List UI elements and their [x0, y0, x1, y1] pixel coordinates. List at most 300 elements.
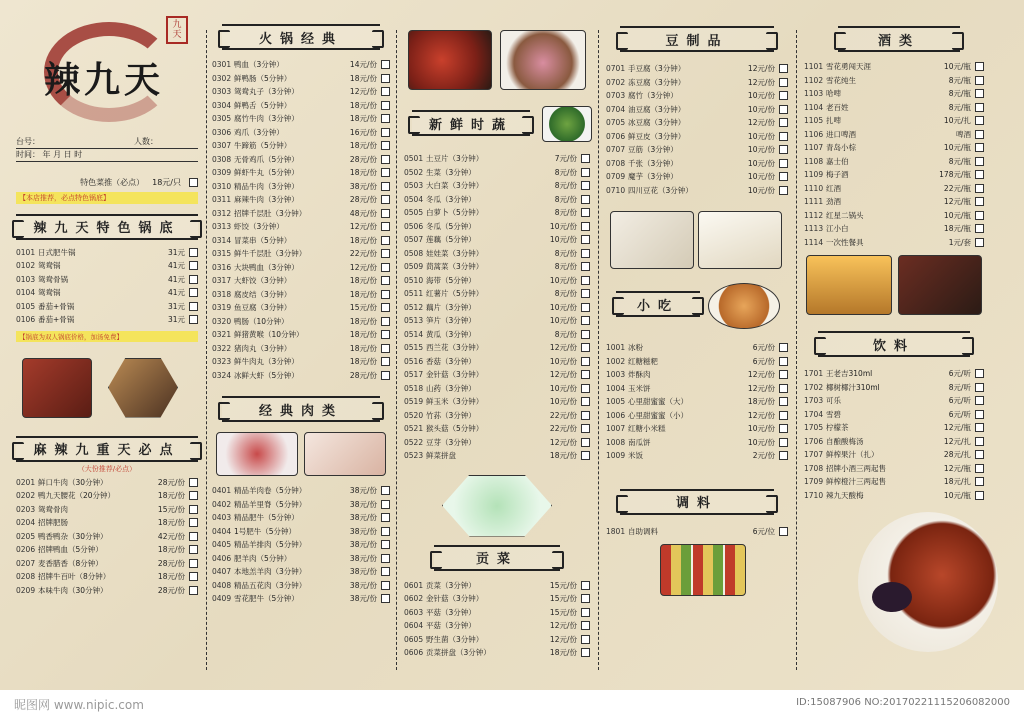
- item-name: 豆芽（3分钟）: [426, 437, 476, 447]
- item-checkbox[interactable]: [381, 155, 390, 164]
- item-checkbox[interactable]: [581, 581, 590, 590]
- item-name: 招牌鸭血（5分钟）: [38, 545, 103, 555]
- item-name: 精品羊肉卷（5分钟）: [234, 486, 307, 496]
- item-checkbox[interactable]: [975, 383, 984, 392]
- item-name: 生菜（3分钟）: [426, 167, 476, 177]
- item-checkbox[interactable]: [975, 396, 984, 405]
- item-price: 38元/份: [349, 594, 377, 604]
- section-title: 酒类: [877, 33, 920, 49]
- item-name: 鲜虾牛丸（5分钟）: [234, 168, 299, 178]
- item-code: 0514: [404, 329, 424, 339]
- menu-row: [212, 193, 390, 207]
- item-price: 18元/份: [349, 100, 377, 110]
- item-price: 10元/份: [747, 437, 775, 447]
- item-checkbox[interactable]: [189, 559, 198, 568]
- item-code: 1707: [804, 450, 824, 460]
- item-name: 海带（5分钟）: [426, 275, 476, 285]
- item-name: 老百姓: [826, 102, 849, 112]
- item-checkbox[interactable]: [975, 89, 984, 98]
- item-name: 一次性餐具: [826, 237, 864, 247]
- item-checkbox[interactable]: [779, 411, 788, 420]
- item-checkbox[interactable]: [381, 114, 390, 123]
- item-code: 1005: [606, 397, 626, 407]
- item-checkbox[interactable]: [779, 343, 788, 352]
- menu-row: [16, 259, 198, 273]
- item-checkbox[interactable]: [779, 384, 788, 393]
- item-code: 0606: [404, 648, 424, 658]
- divider-3: [598, 30, 599, 670]
- menu-row: [404, 206, 590, 220]
- item-name: 鸭香鸭杂（30分钟）: [38, 531, 108, 541]
- tofu-block-photo: [698, 211, 782, 269]
- item-name: 香菇（3分钟）: [426, 356, 476, 366]
- item-checkbox[interactable]: [581, 370, 590, 379]
- item-checkbox[interactable]: [581, 262, 590, 271]
- item-checkbox[interactable]: [381, 74, 390, 83]
- item-checkbox[interactable]: [381, 168, 390, 177]
- item-checkbox[interactable]: [581, 397, 590, 406]
- menu-row: [404, 619, 590, 633]
- menu-row: [16, 557, 198, 571]
- item-checkbox[interactable]: [975, 130, 984, 139]
- item-checkbox[interactable]: [779, 64, 788, 73]
- item-price: 10元/份: [549, 221, 577, 231]
- item-code: 0517: [404, 370, 424, 380]
- item-name: 莲藕（5分钟）: [426, 235, 476, 245]
- item-checkbox[interactable]: [381, 276, 390, 285]
- item-checkbox[interactable]: [975, 184, 984, 193]
- item-checkbox[interactable]: [975, 450, 984, 459]
- item-code: 0318: [212, 289, 232, 299]
- menu-row: [212, 99, 390, 113]
- menu-row: [404, 220, 590, 234]
- column-hotpot: [212, 8, 390, 606]
- item-checkbox[interactable]: [381, 60, 390, 69]
- item-price: 38元/份: [349, 526, 377, 536]
- item-checkbox[interactable]: [779, 145, 788, 154]
- item-checkbox[interactable]: [581, 424, 590, 433]
- item-checkbox[interactable]: [581, 208, 590, 217]
- item-code: 0518: [404, 383, 424, 393]
- drinks-header: [818, 331, 970, 357]
- plum-shape: [872, 582, 912, 612]
- crab-photo: [108, 358, 178, 418]
- item-price: 38元/份: [349, 553, 377, 563]
- item-code: 0310: [212, 181, 232, 191]
- item-checkbox[interactable]: [581, 411, 590, 420]
- item-name: 番茄+骨锅: [38, 315, 75, 325]
- item-checkbox[interactable]: [975, 76, 984, 85]
- menu-row: [16, 476, 198, 490]
- item-checkbox[interactable]: [975, 157, 984, 166]
- item-name: 自酿酸梅汤: [826, 436, 864, 446]
- table-number-label[interactable]: 台号：: [16, 137, 40, 146]
- item-checkbox[interactable]: [779, 91, 788, 100]
- item-checkbox[interactable]: [779, 118, 788, 127]
- menu-row: [16, 543, 198, 557]
- item-name: 精品肥牛（5分钟）: [234, 513, 299, 523]
- item-code: 0302: [212, 73, 232, 83]
- item-code: 1105: [804, 116, 824, 126]
- special-row: [16, 176, 198, 190]
- item-checkbox[interactable]: [189, 478, 198, 487]
- item-checkbox[interactable]: [381, 317, 390, 326]
- item-price: 1元/套: [948, 237, 971, 247]
- item-checkbox[interactable]: [189, 532, 198, 541]
- item-checkbox[interactable]: [779, 132, 788, 141]
- item-checkbox[interactable]: [779, 424, 788, 433]
- item-checkbox[interactable]: [779, 451, 788, 460]
- item-price: 38元/份: [349, 513, 377, 523]
- item-name: 招牌千层肚（3分钟）: [234, 208, 307, 218]
- section-title: 辣九天特色锅底: [33, 221, 181, 236]
- item-checkbox[interactable]: [581, 357, 590, 366]
- menu-row: [212, 315, 390, 329]
- item-price: 12元/份: [549, 437, 577, 447]
- item-checkbox[interactable]: [381, 513, 390, 522]
- item-code: 0602: [404, 594, 424, 604]
- special-checkbox[interactable]: [189, 178, 198, 187]
- item-checkbox[interactable]: [189, 505, 198, 514]
- menu-row: [606, 103, 788, 117]
- item-price: 41元: [167, 288, 185, 298]
- item-name: 红糖小米糕: [628, 424, 666, 434]
- item-code: 0303: [212, 87, 232, 97]
- item-checkbox[interactable]: [381, 236, 390, 245]
- item-checkbox[interactable]: [581, 181, 590, 190]
- item-checkbox[interactable]: [189, 315, 198, 324]
- section-title: 小吃: [636, 298, 679, 314]
- item-code: 1708: [804, 463, 824, 473]
- item-checkbox[interactable]: [779, 159, 788, 168]
- item-name: 江小白: [826, 224, 849, 234]
- tribute-header: [434, 545, 560, 571]
- item-code: 1101: [804, 62, 824, 72]
- menu-row: [606, 395, 788, 409]
- menu-row: [404, 579, 590, 593]
- menu-row: [212, 261, 390, 275]
- item-name: 嘉士伯: [826, 156, 849, 166]
- item-price: 18元/份: [349, 330, 377, 340]
- item-checkbox[interactable]: [381, 209, 390, 218]
- item-checkbox[interactable]: [381, 101, 390, 110]
- item-checkbox[interactable]: [189, 275, 198, 284]
- menu-row: [404, 395, 590, 409]
- bottle-photo: [898, 255, 982, 315]
- menu-row: [404, 606, 590, 620]
- item-code: 0204: [16, 518, 36, 528]
- item-checkbox[interactable]: [975, 197, 984, 206]
- item-checkbox[interactable]: [381, 182, 390, 191]
- menu-row: [212, 328, 390, 342]
- watermark-site: 昵图网 www.nipic.com: [14, 698, 144, 712]
- item-checkbox[interactable]: [779, 397, 788, 406]
- menu-row: [212, 552, 390, 566]
- item-name: 招牌小酒三两起售: [826, 463, 886, 473]
- item-checkbox[interactable]: [581, 195, 590, 204]
- item-checkbox[interactable]: [189, 288, 198, 297]
- menu-row: [804, 195, 984, 209]
- item-checkbox[interactable]: [779, 78, 788, 87]
- item-name: 茼蒿菜（3分钟）: [426, 262, 484, 272]
- item-code: 1703: [804, 396, 824, 406]
- brand-logo: [16, 8, 198, 128]
- menu-row: [212, 220, 390, 234]
- menu-row: [212, 166, 390, 180]
- menu-row: [212, 139, 390, 153]
- item-checkbox[interactable]: [975, 238, 984, 247]
- item-checkbox[interactable]: [779, 438, 788, 447]
- item-checkbox[interactable]: [975, 224, 984, 233]
- time-label[interactable]: 时间： 年 月 日 时: [16, 149, 198, 162]
- menu-row: [16, 503, 198, 517]
- item-code: 0520: [404, 410, 424, 420]
- item-price: 18元/份: [349, 73, 377, 83]
- item-checkbox[interactable]: [581, 289, 590, 298]
- item-code: 0313: [212, 222, 232, 232]
- item-checkbox[interactable]: [381, 263, 390, 272]
- item-checkbox[interactable]: [975, 491, 984, 500]
- item-checkbox[interactable]: [381, 486, 390, 495]
- item-price: 10元/份: [747, 145, 775, 155]
- item-code: 1113: [804, 224, 824, 234]
- item-code: 0604: [404, 621, 424, 631]
- item-code: 0305: [212, 114, 232, 124]
- item-price: 22元/份: [549, 410, 577, 420]
- item-code: 0316: [212, 262, 232, 272]
- item-checkbox[interactable]: [779, 186, 788, 195]
- item-checkbox[interactable]: [779, 105, 788, 114]
- item-checkbox[interactable]: [581, 594, 590, 603]
- item-code: 1710: [804, 490, 824, 500]
- item-price: 22元/份: [549, 424, 577, 434]
- item-price: 6元/位: [752, 526, 775, 536]
- menu-row: [804, 182, 984, 196]
- item-checkbox[interactable]: [381, 567, 390, 576]
- item-price: 18元/份: [747, 397, 775, 407]
- item-checkbox[interactable]: [975, 369, 984, 378]
- menu-row: [212, 72, 390, 86]
- item-checkbox[interactable]: [381, 249, 390, 258]
- item-code: 0707: [606, 145, 626, 155]
- item-checkbox[interactable]: [581, 343, 590, 352]
- menu-row: [804, 87, 984, 101]
- item-checkbox[interactable]: [381, 344, 390, 353]
- item-name: 冰粉: [628, 343, 643, 353]
- item-checkbox[interactable]: [381, 554, 390, 563]
- item-code: 0106: [16, 315, 36, 325]
- item-name: 手豆腐（3分钟）: [628, 64, 686, 74]
- item-code: 0205: [16, 531, 36, 541]
- item-code: 1007: [606, 424, 626, 434]
- item-checkbox[interactable]: [581, 222, 590, 231]
- item-code: 1705: [804, 423, 824, 433]
- item-price: 10元/份: [549, 383, 577, 393]
- item-price: 10元/份: [747, 424, 775, 434]
- item-price: 12元/份: [549, 343, 577, 353]
- sauce-photo: [660, 544, 746, 596]
- item-price: 18元/份: [349, 141, 377, 151]
- item-name: 鸳鸯骨肉: [38, 504, 68, 514]
- item-code: 0315: [212, 249, 232, 259]
- item-checkbox[interactable]: [581, 384, 590, 393]
- item-code: 0512: [404, 302, 424, 312]
- item-checkbox[interactable]: [381, 195, 390, 204]
- menu-row: [212, 498, 390, 512]
- item-checkbox[interactable]: [581, 648, 590, 657]
- item-price: 10元/份: [747, 158, 775, 168]
- item-checkbox[interactable]: [581, 438, 590, 447]
- item-code: 0702: [606, 77, 626, 87]
- item-checkbox[interactable]: [189, 491, 198, 500]
- menu-row: [212, 207, 390, 221]
- item-checkbox[interactable]: [381, 141, 390, 150]
- item-checkbox[interactable]: [381, 594, 390, 603]
- item-checkbox[interactable]: [189, 248, 198, 257]
- section-title: 贡菜: [475, 552, 518, 567]
- column-drinks: [804, 8, 984, 632]
- drinks-list: [804, 367, 984, 502]
- item-checkbox[interactable]: [581, 621, 590, 630]
- item-checkbox[interactable]: [189, 261, 198, 270]
- item-checkbox[interactable]: [189, 302, 198, 311]
- item-checkbox[interactable]: [581, 154, 590, 163]
- item-checkbox[interactable]: [189, 572, 198, 581]
- item-price: 10元/份: [549, 275, 577, 285]
- item-checkbox[interactable]: [189, 586, 198, 595]
- item-checkbox[interactable]: [581, 235, 590, 244]
- item-checkbox[interactable]: [779, 370, 788, 379]
- item-checkbox[interactable]: [381, 371, 390, 380]
- menu-row: [212, 234, 390, 248]
- item-code: 0208: [16, 572, 36, 582]
- section-title: 饮料: [872, 338, 915, 354]
- item-checkbox[interactable]: [189, 518, 198, 527]
- item-checkbox[interactable]: [975, 477, 984, 486]
- item-code: 0320: [212, 316, 232, 326]
- item-code: 0502: [404, 167, 424, 177]
- item-checkbox[interactable]: [381, 540, 390, 549]
- item-checkbox[interactable]: [189, 545, 198, 554]
- item-code: 0406: [212, 553, 232, 563]
- item-code: 0319: [212, 303, 232, 313]
- item-code: 1112: [804, 210, 824, 220]
- item-checkbox[interactable]: [975, 423, 984, 432]
- item-name: 西兰花（3分钟）: [426, 343, 484, 353]
- item-checkbox[interactable]: [581, 316, 590, 325]
- item-checkbox[interactable]: [581, 168, 590, 177]
- item-code: 0301: [212, 60, 232, 70]
- menu-row: [212, 342, 390, 356]
- item-checkbox[interactable]: [779, 172, 788, 181]
- item-name: 猪肉丸（3分钟）: [234, 343, 292, 353]
- people-count-label[interactable]: 人数：: [134, 137, 158, 146]
- item-checkbox[interactable]: [975, 170, 984, 179]
- item-price: 8元/份: [554, 289, 577, 299]
- item-code: 0709: [606, 172, 626, 182]
- item-checkbox[interactable]: [975, 62, 984, 71]
- item-name: 无骨鸡爪（5分钟）: [234, 154, 299, 164]
- item-code: 0603: [404, 607, 424, 617]
- item-checkbox[interactable]: [581, 451, 590, 460]
- item-code: 1008: [606, 437, 626, 447]
- item-price: 18元/份: [349, 316, 377, 326]
- item-price: 12元/份: [747, 383, 775, 393]
- item-checkbox[interactable]: [381, 222, 390, 231]
- beef-photo: [304, 432, 386, 476]
- item-code: 0515: [404, 343, 424, 353]
- item-checkbox[interactable]: [381, 128, 390, 137]
- item-code: 0324: [212, 370, 232, 380]
- menu-row: [404, 301, 590, 315]
- item-checkbox[interactable]: [581, 303, 590, 312]
- item-name: 鸡爪（3分钟）: [234, 127, 284, 137]
- item-checkbox[interactable]: [581, 276, 590, 285]
- item-code: 0516: [404, 356, 424, 366]
- item-code: 0504: [404, 194, 424, 204]
- item-checkbox[interactable]: [381, 303, 390, 312]
- item-code: 1103: [804, 89, 824, 99]
- menu-row: [212, 58, 390, 72]
- item-name: 笋片（3分钟）: [426, 316, 476, 326]
- item-checkbox[interactable]: [381, 290, 390, 299]
- item-code: 0513: [404, 316, 424, 326]
- meat-photos: [212, 430, 390, 480]
- veg-header: [412, 110, 530, 136]
- item-checkbox[interactable]: [581, 608, 590, 617]
- item-checkbox[interactable]: [381, 581, 390, 590]
- item-name: 番茄+骨锅: [38, 301, 75, 311]
- item-checkbox[interactable]: [381, 500, 390, 509]
- item-checkbox[interactable]: [975, 116, 984, 125]
- meat-header: [222, 396, 380, 422]
- item-checkbox[interactable]: [381, 330, 390, 339]
- item-checkbox[interactable]: [975, 464, 984, 473]
- item-checkbox[interactable]: [381, 357, 390, 366]
- item-code: 0201: [16, 477, 36, 487]
- item-name: 鸳鸯骨锅: [38, 274, 68, 284]
- hotpot-photo: [22, 358, 92, 418]
- item-code: 0409: [212, 594, 232, 604]
- sauce-list: [606, 525, 788, 539]
- item-name: 米饭: [628, 451, 643, 461]
- item-code: 0307: [212, 141, 232, 151]
- item-code: 0314: [212, 235, 232, 245]
- item-checkbox[interactable]: [975, 211, 984, 220]
- item-price: 12元/扎: [943, 436, 971, 446]
- item-checkbox[interactable]: [975, 437, 984, 446]
- item-code: 0507: [404, 235, 424, 245]
- item-price: 8元/份: [554, 329, 577, 339]
- item-checkbox[interactable]: [581, 249, 590, 258]
- item-checkbox[interactable]: [381, 87, 390, 96]
- item-checkbox[interactable]: [975, 410, 984, 419]
- item-checkbox[interactable]: [779, 357, 788, 366]
- item-code: 0501: [404, 154, 424, 164]
- item-name: 鲜榨果汁（扎）: [826, 450, 879, 460]
- menu-row: [212, 538, 390, 552]
- menu-row: [212, 565, 390, 579]
- item-checkbox[interactable]: [975, 103, 984, 112]
- item-checkbox[interactable]: [581, 635, 590, 644]
- item-name: 椰树椰汁310ml: [826, 382, 880, 392]
- item-checkbox[interactable]: [581, 330, 590, 339]
- item-checkbox[interactable]: [381, 527, 390, 536]
- item-checkbox[interactable]: [779, 527, 788, 536]
- item-checkbox[interactable]: [975, 143, 984, 152]
- menu-row: [212, 511, 390, 525]
- item-price: 18元/扎: [943, 477, 971, 487]
